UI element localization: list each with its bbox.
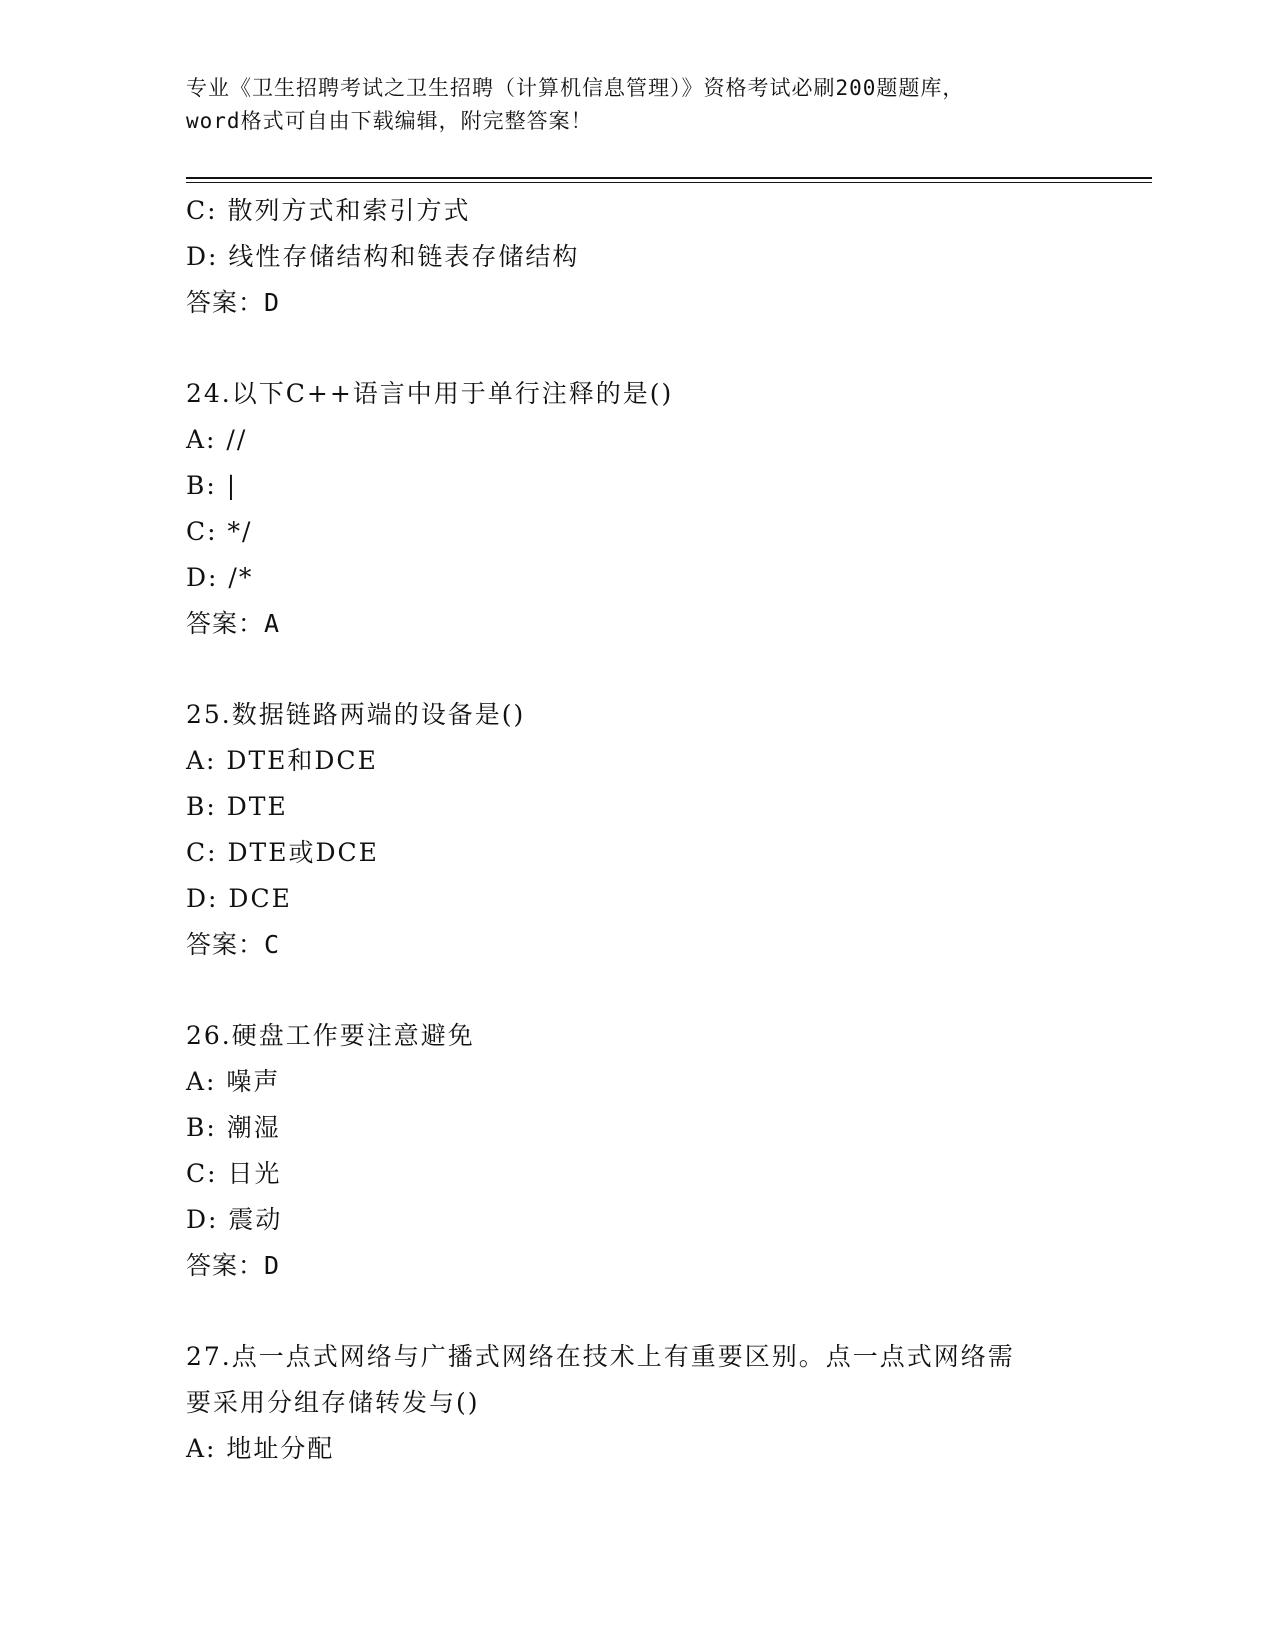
question-stem: 24.以下C++语言中用于单行注释的是() bbox=[186, 379, 674, 408]
question-27 bbox=[186, 1334, 1086, 1472]
option-b: B: DTE bbox=[186, 792, 288, 821]
question-26 bbox=[186, 1013, 1086, 1289]
header-divider-thick bbox=[186, 177, 1152, 179]
option-a: A: 地址分配 bbox=[186, 1434, 335, 1463]
question-24 bbox=[186, 371, 1086, 647]
question-stem: 26.硬盘工作要注意避免 bbox=[186, 1021, 475, 1050]
option-c: C: 日光 bbox=[186, 1159, 282, 1188]
question-stem: 25.数据链路两端的设备是() bbox=[186, 700, 526, 729]
question-fragment bbox=[186, 188, 1086, 326]
option-a: A: DTE和DCE bbox=[186, 746, 378, 775]
question-stem-line-2: 要采用分组存储转发与() bbox=[186, 1388, 480, 1417]
option-d: D: 震动 bbox=[186, 1205, 283, 1234]
option-a: A: 噪声 bbox=[186, 1067, 281, 1096]
option-d: D: /* bbox=[186, 563, 254, 592]
option-a: A: // bbox=[186, 425, 248, 454]
header-line-2: word格式可自由下载编辑，附完整答案！ bbox=[186, 109, 593, 133]
option-c: C: 散列方式和索引方式 bbox=[186, 196, 471, 225]
question-25 bbox=[186, 692, 1086, 968]
option-c: C: */ bbox=[186, 517, 253, 546]
header-divider-thin bbox=[186, 182, 1152, 183]
question-stem-line-1: 27.点一点式网络与广播式网络在技术上有重要区别。点一点式网络需 bbox=[186, 1342, 1015, 1371]
option-d: D: DCE bbox=[186, 884, 292, 913]
question-list bbox=[186, 188, 1086, 1472]
option-b: B: 潮湿 bbox=[186, 1113, 281, 1142]
document-header bbox=[186, 72, 1086, 138]
header-line-1: 专业《卫生招聘考试之卫生招聘（计算机信息管理）》资格考试必刷200题题库， bbox=[186, 76, 965, 100]
answer-line: 答案：C bbox=[186, 930, 281, 959]
option-b: B: | bbox=[186, 471, 238, 500]
answer-line: 答案：A bbox=[186, 609, 281, 638]
option-d: D: 线性存储结构和链表存储结构 bbox=[186, 242, 580, 271]
option-c: C: DTE或DCE bbox=[186, 838, 379, 867]
answer-line: 答案：D bbox=[186, 1251, 281, 1280]
answer-line: 答案：D bbox=[186, 288, 281, 317]
